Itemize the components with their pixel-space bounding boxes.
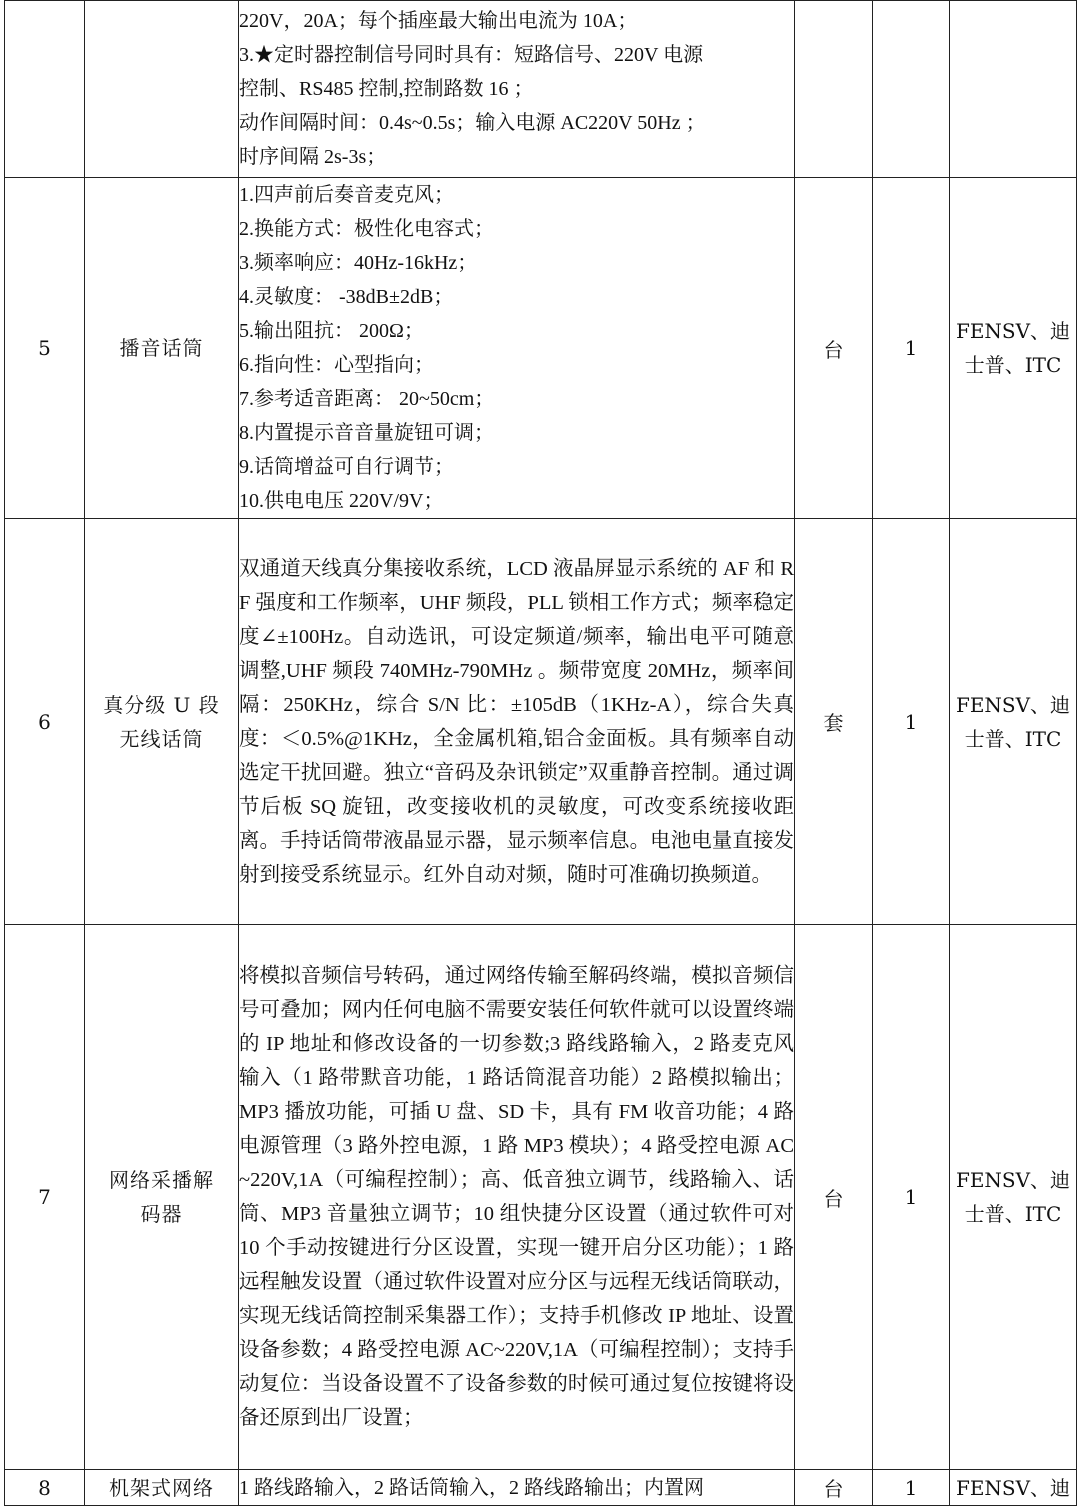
item-quantity-cell	[873, 1, 950, 178]
item-brand-cell	[950, 1470, 1077, 1506]
spec-line: 动作间隔时间：0.4s~0.5s；输入电源 AC220V 50Hz ；	[239, 112, 706, 134]
item-unit-cell	[795, 1, 873, 178]
spec-line: 2.换能方式：极性化电容式；	[239, 218, 494, 240]
item-unit-cell: 台	[795, 1470, 873, 1506]
item-unit-cell: 套	[795, 519, 873, 925]
item-spec-cell	[239, 1470, 795, 1506]
table-row	[5, 1, 1077, 178]
item-number-cell: 5	[5, 178, 85, 519]
spec-line: 3.频率响应：40Hz-16kHz；	[239, 252, 478, 274]
spec-line: 5.输出阻抗： 200Ω；	[239, 320, 424, 342]
spec-paragraph: 将模拟音频信号转码，通过网络传输至解码终端，模拟音频信号可叠加；网内任何电脑不需要安装任何软件就可以设置终端的 IP 地址和修改设备的一切参数;3 路线路输入，2 路麦克风输入（1 路带默音功能，1 路话筒混音功能）2 路模拟输出； MP3 播放功能，可插 U 盘、SD 卡，具有 FM 收音功能；4 路电源管理（3 路外控电源，1 路 MP3 模块）；4 路受控电源 AC~220V,1A（可编程控制）；高、低音独立调节，线路输入、话筒、MP3 音量独立调节；10 组快捷分区设置（通过软件可对 10 个手动按键进行分区设置，实现一键开启分区功能）；1 路远程触发设置（通过软件设置对应分区与远程无线话筒联动，实现无线话筒控制采集器工作）；支持手机修改 IP 地址、设置设备参数；4 路受控电源 AC~220V,1A（可编程控制）；支持手动复位：当设备设置不了设备参数的时候可通过复位按键将设备还原到出厂设置；	[239, 965, 794, 1429]
item-name-cell	[85, 925, 239, 1470]
item-name-line: 码器	[140, 1202, 183, 1226]
spec-paragraph: 双通道天线真分集接收系统，LCD 液晶屏显示系统的 AF 和 RF 强度和工作频率，UHF 频段，PLL 锁相工作方式；频率稳定度∠±100Hz。自动选讯，可设定频道/频率，输出电平可随意调整,UHF 频段 740MHz-790MHz 。频带宽度 20MHz，频率间隔：250KHz，综合 S/N 比：±105dB（1KHz-A），综合失真度：＜0.5%@1KHz，全金属机箱,铝合金面板。具有频率自动选定干扰回避。独立“音码及杂讯锁定”双重静音控制。通过调节后板 SQ 旋钮，改变接收机的灵敏度，可改变系统接收距离。手持话筒带液晶显示器，显示频率信息。电池电量直接发射到接受系统显示。红外自动对频，随时可准确切换频道。	[239, 557, 794, 886]
item-name-line: 真分级 U 段	[103, 692, 220, 717]
table-row	[5, 1470, 1077, 1506]
item-quantity-cell: 1	[873, 519, 950, 925]
item-name-line: 播音话筒	[119, 336, 204, 360]
item-spec-cell	[239, 1, 795, 178]
spec-line: 3.★定时器控制信号同时具有：短路信号、220V 电源	[239, 44, 704, 66]
item-name-cell	[85, 519, 239, 925]
table-row	[5, 925, 1077, 1470]
table-row	[5, 178, 1077, 519]
item-brand-cell	[950, 519, 1077, 925]
item-number-cell	[5, 1, 85, 178]
brand-line: 士普、ITC	[964, 726, 1062, 751]
spec-line: 7.参考适音距离： 20~50cm；	[239, 388, 495, 410]
spec-line: 10.供电电压 220V/9V；	[239, 490, 444, 512]
equipment-spec-table	[4, 0, 1077, 1506]
spec-line: 6.指向性：心型指向；	[239, 354, 434, 376]
brand-line: FENSV、迪	[955, 319, 1071, 343]
item-number-cell: 8	[5, 1470, 85, 1506]
item-quantity-cell: 1	[873, 1470, 950, 1506]
item-name-line: 无线话筒	[119, 726, 204, 751]
spec-line: 220V，20A；每个插座最大输出电流为 10A；	[239, 10, 638, 32]
spec-line: 时序间隔 2s-3s；	[239, 146, 387, 168]
item-quantity-cell: 1	[873, 925, 950, 1470]
item-unit-cell: 台	[795, 178, 873, 519]
item-name-line: 网络采播解	[109, 1168, 214, 1192]
item-spec-cell	[239, 178, 795, 519]
item-brand-cell	[950, 178, 1077, 519]
item-unit-cell: 台	[795, 925, 873, 1470]
item-number-cell: 7	[5, 925, 85, 1470]
table-row	[5, 519, 1077, 925]
item-brand-cell	[950, 925, 1077, 1470]
item-number-cell: 6	[5, 519, 85, 925]
spec-line: 控制、RS485 控制,控制路数 16 ；	[239, 78, 534, 100]
item-brand-cell	[950, 1, 1077, 178]
spec-line: 9.话筒增益可自行调节；	[239, 456, 454, 478]
item-name-cell	[85, 1, 239, 178]
item-name-cell	[85, 1470, 239, 1506]
brand-line: 士普、ITC	[964, 1202, 1062, 1226]
brand-line: FENSV、迪	[955, 1475, 1071, 1500]
item-name-cell	[85, 178, 239, 519]
spec-line: 1.四声前后奏音麦克风；	[239, 184, 454, 206]
spec-line: 4.灵敏度： -38dB±2dB；	[239, 286, 454, 308]
spec-line: 1 路线路输入，2 路话筒输入，2 路线路输出；内置网	[239, 1476, 704, 1499]
spec-line: 8.内置提示音音量旋钮可调；	[239, 422, 494, 444]
item-name-line: 机架式网络	[109, 1475, 214, 1500]
item-quantity-cell: 1	[873, 178, 950, 519]
brand-line: FENSV、迪	[955, 692, 1071, 717]
item-spec-cell	[239, 519, 795, 925]
brand-line: 士普、ITC	[964, 353, 1062, 377]
brand-line: FENSV、迪	[955, 1168, 1071, 1192]
item-spec-cell	[239, 925, 795, 1470]
